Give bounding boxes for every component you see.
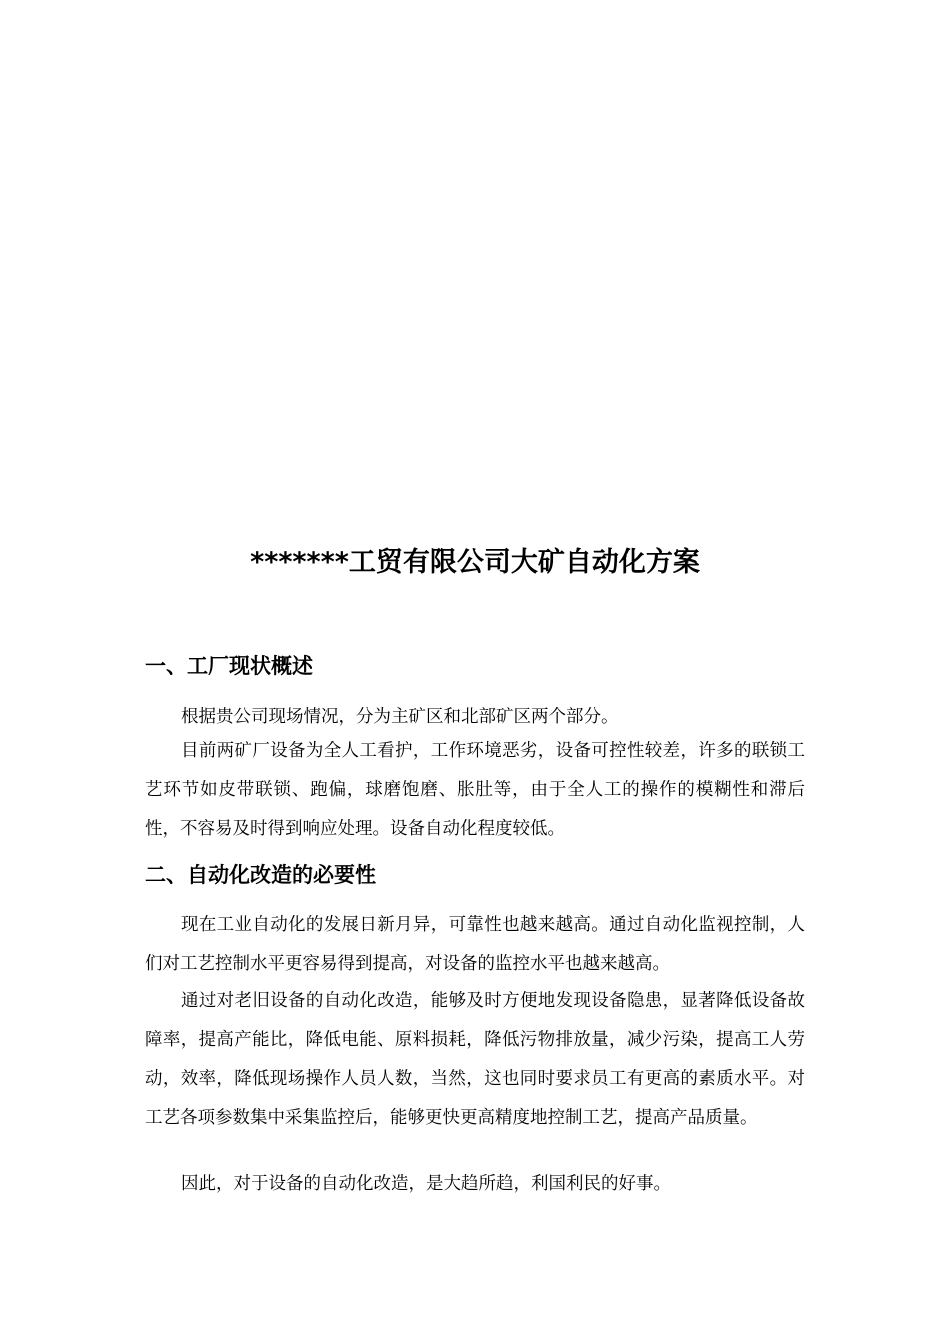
document-title: *******工贸有限公司大矿自动化方案 [250,547,700,578]
section-heading-necessity: 二、自动化改造的必要性 [145,863,376,887]
paragraph: 现在工业自动化的发展日新月异，可靠性也越来越高。通过自动化监视控制，人们对工艺控制水平更容易得到提高，对设备的监控水平也越来越高。 [145,915,805,974]
paragraph: 目前两矿厂设备为全人工看护，工作环境恶劣，设备可控性较差，许多的联锁工艺环节如皮带联锁、跑偏，球磨饱磨、胀肚等，由于全人工的操作的模糊性和滞后性，不容易及时得到响应处理。设备自动化程度较低。 [145,741,805,839]
paragraph: 因此，对于设备的自动化改造，是大趋所趋，利国利民的好事。 [181,1174,671,1194]
section-heading-factory-status: 一、工厂现状概述 [145,654,313,678]
paragraph: 根据贵公司现场情况，分为主矿区和北部矿区两个部分。 [181,707,619,727]
paragraph: 通过对老旧设备的自动化改造，能够及时方便地发现设备隐患，显著降低设备故障率，提高产能比，降低电能、原料损耗，降低污物排放量，减少污染，提高工人劳动，效率，降低现场操作人员人数，当然，这也同时要求员工有更高的素质水平。对工艺各项参数集中采集监控后，能够更快更高精度地控制工艺，提高产品质量。 [145,991,805,1128]
